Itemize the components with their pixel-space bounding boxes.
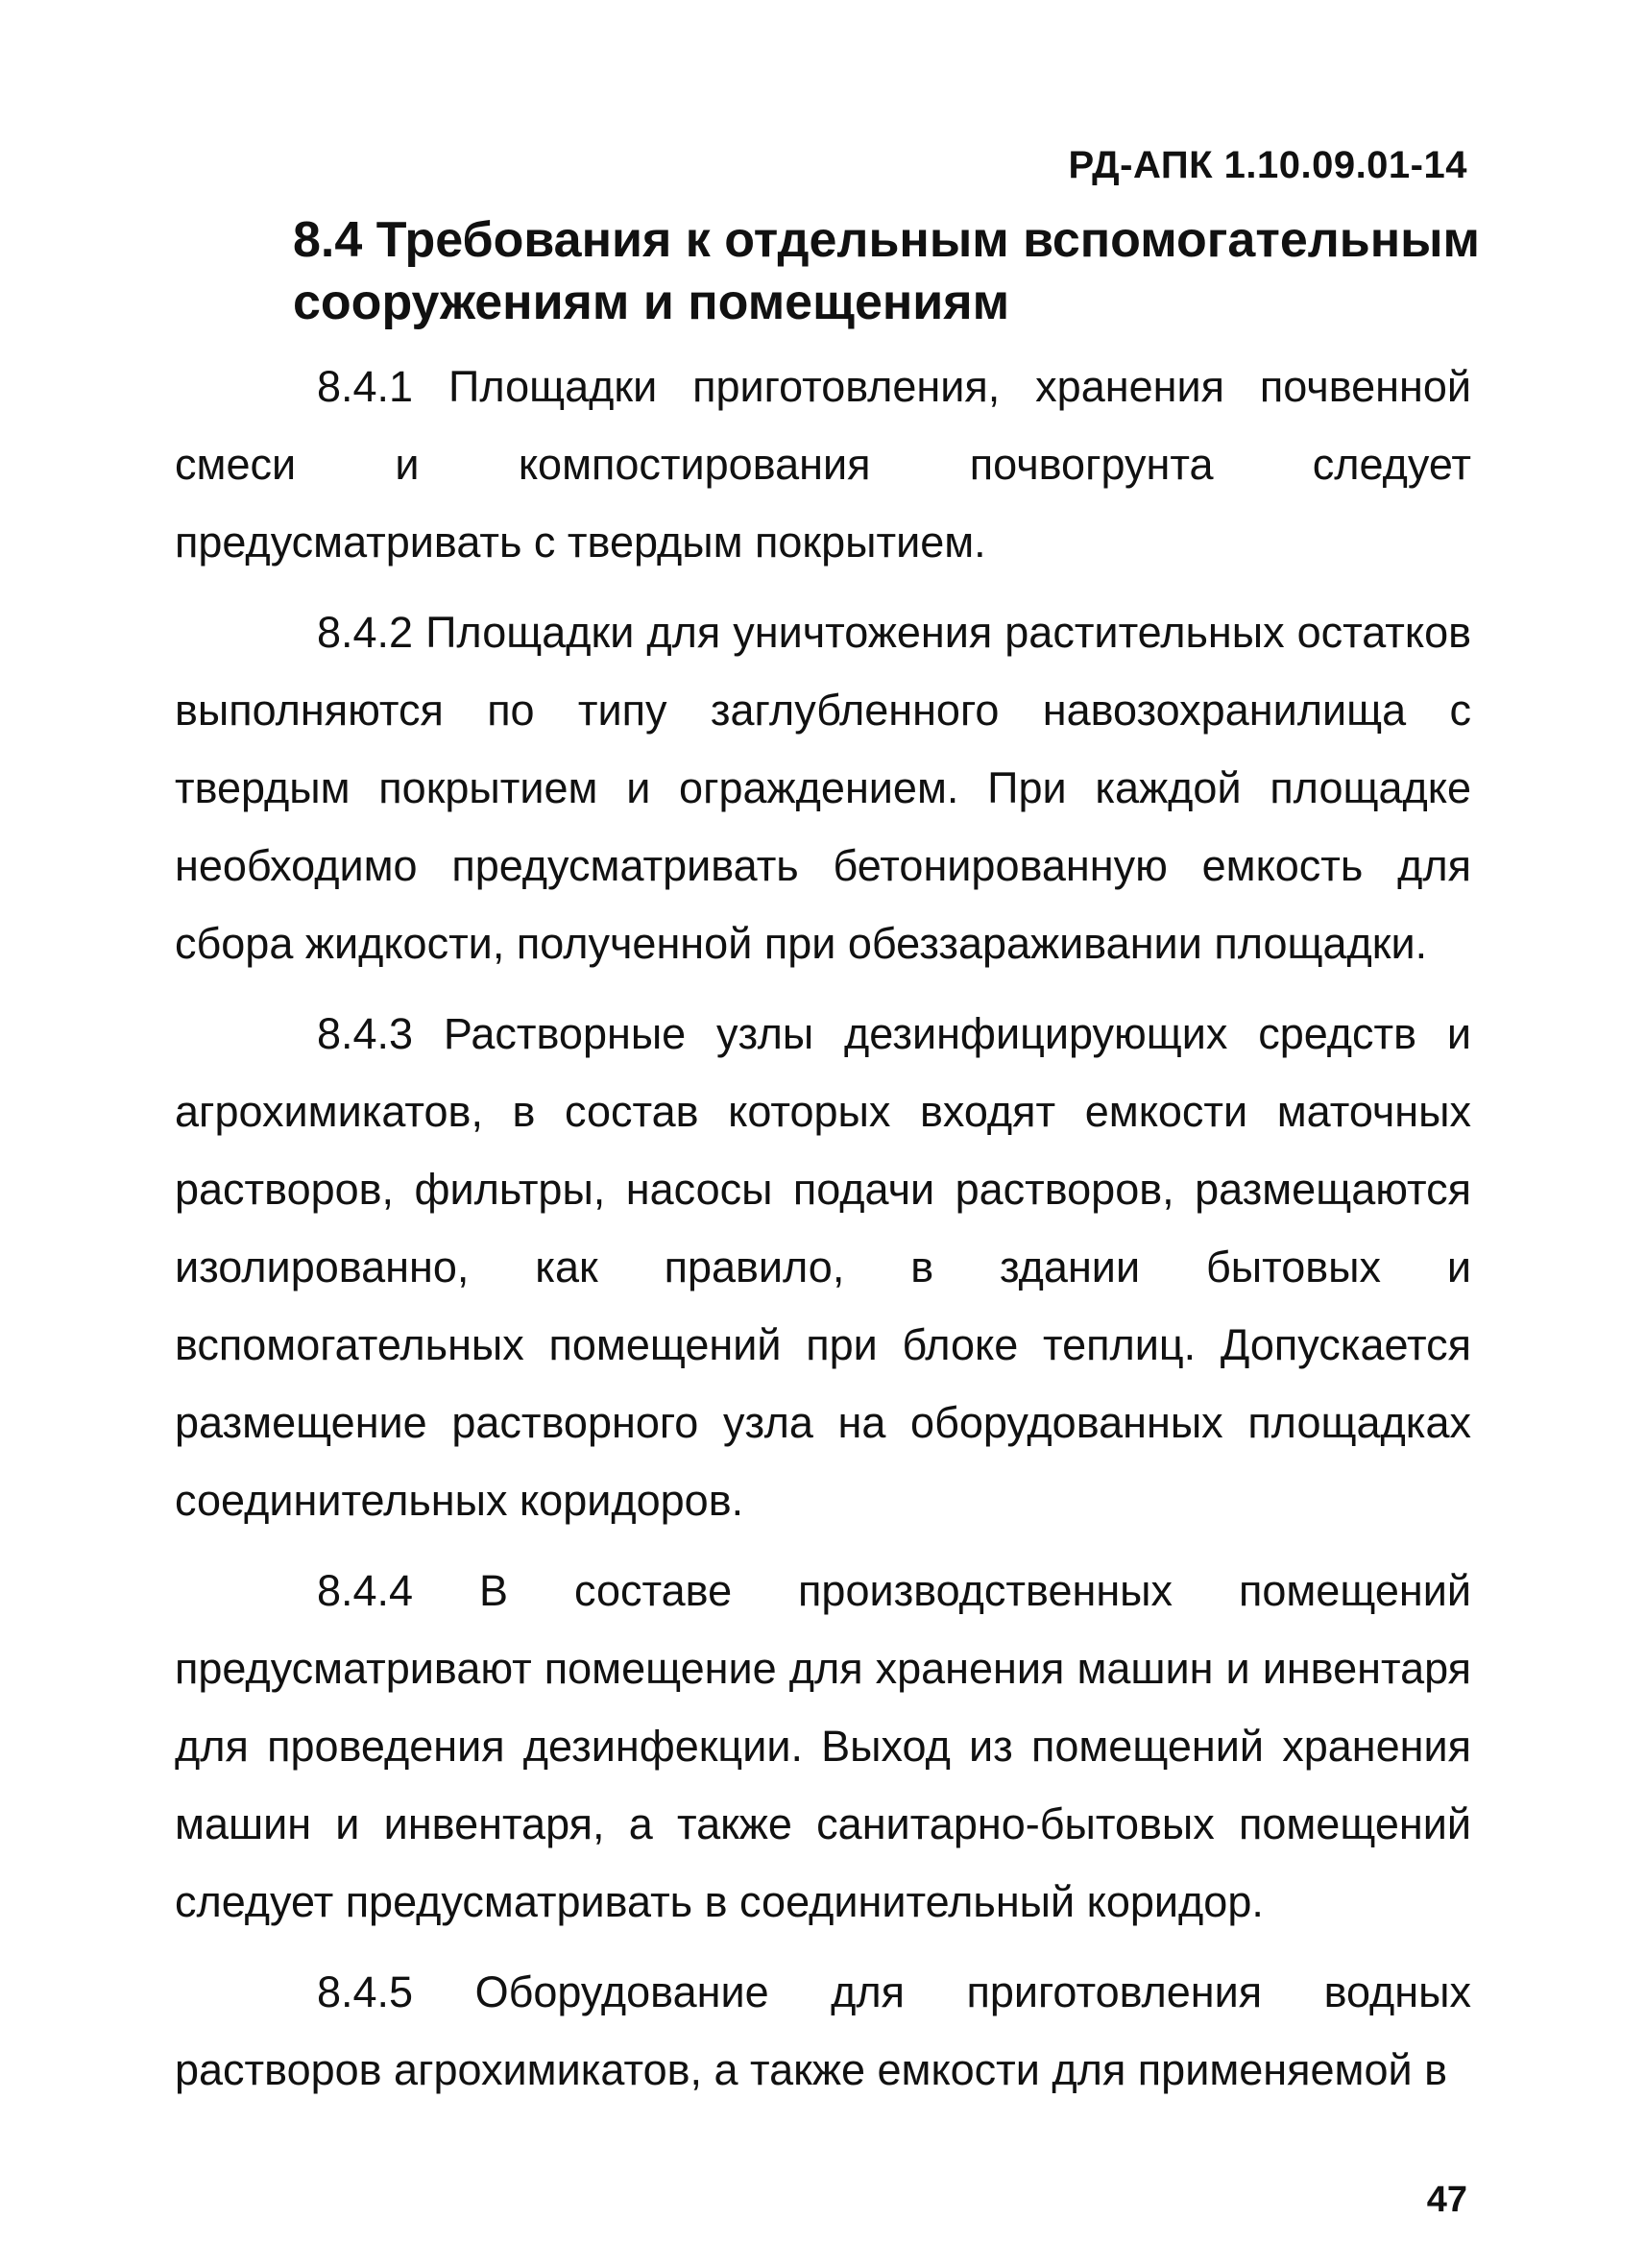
paragraph-8-4-3: 8.4.3 Растворные узлы дезинфицирующих средств и агрохимикатов, в состав которых входят емкости маточных растворов, фильтры, насосы подачи растворов, размещаются изолированно, как правило, в здании бытовых и вспомогательных помещений при блоке теплиц. Допускается размещение растворного узла на оборудованных площадках соединительных коридоров. (175, 1009, 1471, 1525)
paragraph-8-4-4: 8.4.4 В составе производственных помещений предусматривают помещение для хранения машин и инвентаря для проведения дезинфекции. Выход из помещений хранения машин и инвентаря, а также санитарно-бытовых помещений следует предусматривать в соединительный коридор. (175, 1566, 1471, 1926)
paragraph-8-4-1: 8.4.1 Площадки приготовления, хранения почвенной смеси и компостирования почвогрунта следует предусматривать с твердым покрытием. (175, 362, 1471, 567)
paragraph-8-4-2: 8.4.2 Площадки для уничтожения растительных остатков выполняются по типу заглубленного навозохранилища с твердым покрытием и ограждением. При каждой площадке необходимо предусматривать бетонированную емкость для сбора жидкости, полученной при обеззараживании площадки. (175, 608, 1471, 968)
section-title: 8.4 Требования к отдельным вспомогательным сооружениям и помещениям (293, 212, 1481, 330)
section-body (175, 348, 1471, 2121)
page-number: 47 (1426, 2180, 1467, 2220)
paragraph-8-4-5: 8.4.5 Оборудование для приготовления водных растворов агрохимикатов, а также емкости для применяемой в (175, 1967, 1471, 2094)
document-code: РД-АПК 1.10.09.01-14 (1068, 144, 1467, 186)
